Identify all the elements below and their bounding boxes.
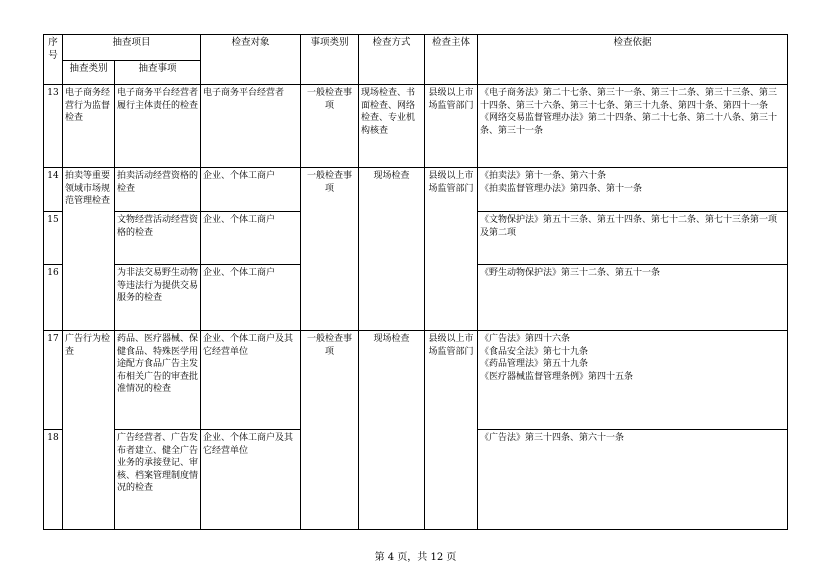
basis-line: 《广告法》第四十六条 [480,334,571,344]
row-number: 14 [44,168,63,212]
row-number: 13 [44,85,63,168]
subject-cell: 县级以上市场监管部门 [425,85,478,168]
basis-line: 《电子商务法》第二十七条、第三十一条、第三十二条、第三十三条、第三十四条、第三十六条、第三十七条、第三十九条、第四十条、第四十一条 [480,88,778,111]
method-cell: 现场检查 [359,168,425,331]
object-cell: 企业、个体工商户及其它经营单位 [201,331,301,430]
basis-line: 《野生动物保护法》第三十二条、第五十一条 [480,268,661,278]
object-cell: 企业、个体工商户 [201,265,301,331]
header-row-1 [44,35,788,61]
row-number: 16 [44,265,63,331]
basis-line: 《医疗器械监督管理条例》第四十五条 [480,371,634,382]
basis-line: 《拍卖监督管理办法》第四条、第十一条 [480,183,643,194]
item-cell: 拍卖活动经营资格的检查 [115,168,201,212]
basis-line: 《网络交易监督管理办法》第二十四条、第二十七条、第二十八条、第三十条、第三十一条 [480,113,778,136]
basis-line: 《广告法》第三十四条、第六十一条 [480,433,625,443]
header-method: 检查方式 [359,35,425,85]
object-cell: 企业、个体工商户 [201,168,301,212]
table-row [44,331,788,430]
type-cell: 一般检查事项 [301,85,359,168]
row-number: 18 [44,430,63,530]
method-cell: 现场检查、书面检查、网络检查、专业机构核查 [359,85,425,168]
item-cell: 为非法交易野生动物等违法行为提供交易服务的检查 [115,265,201,331]
footer-middle: 页，共 [397,552,428,563]
item-cell: 电子商务平台经营者履行主体责任的检查 [115,85,201,168]
page-footer [0,548,831,563]
table-row [44,168,788,212]
basis-line: 《食品安全法》第七十九条 [480,346,589,357]
item-cell: 文物经营活动经营资格的检查 [115,212,201,265]
header-object: 检查对象 [201,35,301,85]
footer-prefix: 第 [374,552,385,563]
page-number: 4 [387,552,395,563]
basis-cell [478,212,788,265]
basis-cell [478,168,788,212]
item-cell: 药品、医疗器械、保健食品、特殊医学用途配方食品广告主发布相关广告的审查批准情况的检查 [115,331,201,430]
type-cell: 一般检查事项 [301,331,359,530]
subject-cell: 县级以上市场监管部门 [425,331,478,530]
header-subject: 检查主体 [425,35,478,85]
header-type: 事项类别 [301,35,359,85]
page-total: 12 [430,552,444,563]
header-basis: 检查依据 [478,35,788,85]
basis-line: 《药品管理法》第五十九条 [480,359,589,369]
header-item: 抽查事项 [115,61,201,85]
footer-suffix: 页 [446,552,457,563]
header-seq: 序号 [44,35,63,85]
header-category: 抽查类别 [63,61,115,85]
object-cell: 电子商务平台经营者 [201,85,301,168]
basis-line: 《拍卖法》第十一条、第六十条 [480,171,607,181]
method-cell: 现场检查 [359,331,425,530]
object-cell: 企业、个体工商户 [201,212,301,265]
type-cell: 一般检查事项 [301,168,359,331]
item-cell: 广告经营者、广告发布者建立、健全广告业务的承接登记、审核、档案管理制度情况的检查 [115,430,201,530]
category-cell: 广告行为检查 [63,331,115,530]
table-row [44,85,788,168]
row-number: 17 [44,331,63,430]
category-cell: 拍卖等重要领域市场规范管理检查 [63,168,115,331]
subject-cell: 县级以上市场监管部门 [425,168,478,331]
row-number: 15 [44,212,63,265]
basis-cell [478,265,788,331]
category-cell: 电子商务经营行为监督检查 [63,85,115,168]
basis-line: 《文物保护法》第五十三条、第五十四条、第七十二条、第七十三条第一项及第二项 [480,215,778,238]
basis-cell [478,430,788,530]
header-items-group: 抽查项目 [63,35,201,61]
basis-cell [478,85,788,168]
inspection-table [43,34,788,530]
object-cell: 企业、个体工商户及其它经营单位 [201,430,301,530]
basis-cell [478,331,788,430]
